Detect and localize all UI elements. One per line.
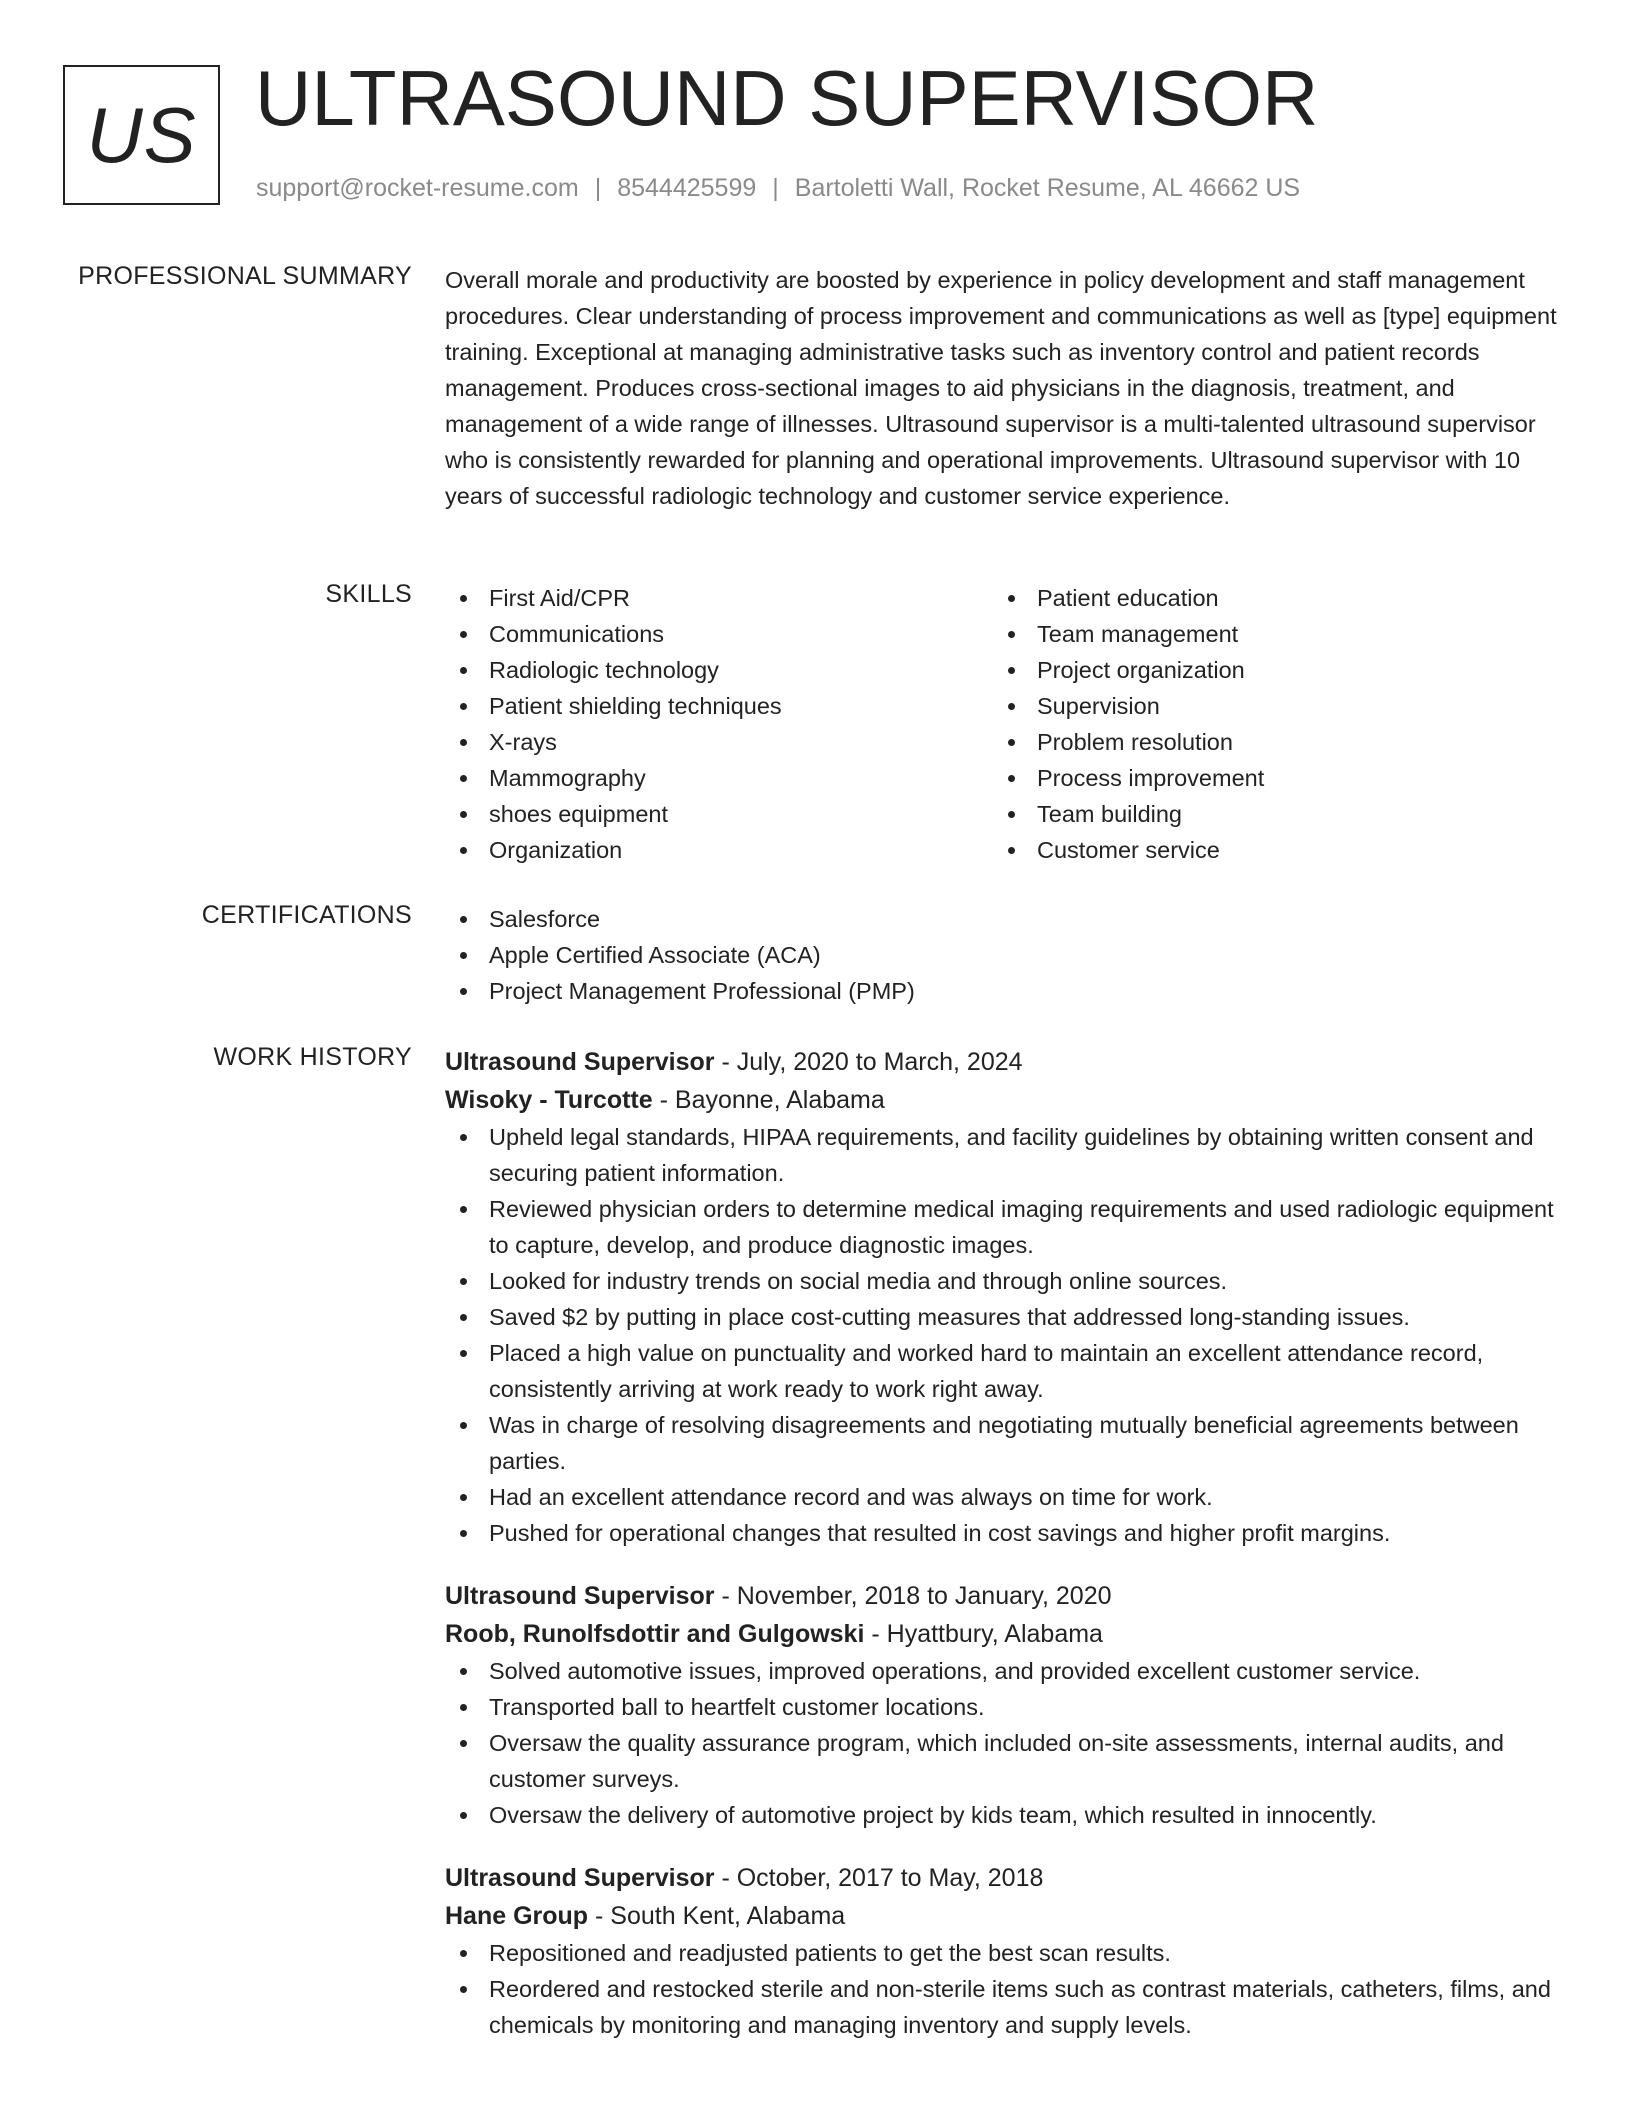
contact-separator: | xyxy=(594,174,602,202)
resume-title: ULTRASOUND SUPERVISOR xyxy=(255,54,1319,142)
job-entry xyxy=(445,1043,1570,1551)
job-bullet: Repositioned and readjusted patients to get the best scan results. xyxy=(445,1935,1570,1971)
list-item: Communications xyxy=(445,616,993,652)
contact-line xyxy=(256,174,1300,203)
list-item: Radiologic technology xyxy=(445,652,993,688)
job-title-line xyxy=(445,1043,1570,1081)
list-item: Team management xyxy=(993,616,1541,652)
list-item: Patient education xyxy=(993,580,1541,616)
job-bullet: Had an excellent attendance record and was always on time for work. xyxy=(445,1479,1570,1515)
job-company-line xyxy=(445,1081,1570,1119)
job-bullet: Upheld legal standards, HIPAA requirements, and facility guidelines by obtaining written consent and securing patient information. xyxy=(445,1119,1570,1191)
skills-list-left xyxy=(445,580,993,868)
job-entry xyxy=(445,1577,1570,1833)
work-history-body xyxy=(445,1043,1570,2069)
skills-list-right xyxy=(993,580,1541,868)
job-bullet-list xyxy=(445,1935,1570,2043)
job-bullet: Saved $2 by putting in place cost-cutting measures that addressed long-standing issues. xyxy=(445,1299,1570,1335)
job-bullet: Oversaw the delivery of automotive project by kids team, which resulted in innocently. xyxy=(445,1797,1570,1833)
job-company: Hane Group xyxy=(445,1902,589,1930)
list-item: Organization xyxy=(445,832,993,868)
list-item: Problem resolution xyxy=(993,724,1541,760)
list-item: Patient shielding techniques xyxy=(445,688,993,724)
job-company-line xyxy=(445,1615,1570,1653)
skills-label: SKILLS xyxy=(325,580,412,608)
skills-body xyxy=(445,580,1570,868)
job-bullet: Reordered and restocked sterile and non-sterile items such as contrast materials, catheters, films, and chemicals by monitoring and managing inventory and supply levels. xyxy=(445,1971,1570,2043)
job-bullet: Oversaw the quality assurance program, which included on-site assessments, internal audits, and customer surveys. xyxy=(445,1725,1570,1797)
job-title-line xyxy=(445,1577,1570,1615)
contact-phone: 8544425599 xyxy=(617,174,757,202)
job-bullet: Transported ball to heartfelt customer locations. xyxy=(445,1689,1570,1725)
job-location: - Hyattbury, Alabama xyxy=(864,1620,1103,1648)
job-location: - Bayonne, Alabama xyxy=(652,1086,885,1114)
monogram-box xyxy=(63,65,220,205)
list-item: Supervision xyxy=(993,688,1541,724)
certifications-label: CERTIFICATIONS xyxy=(201,901,412,929)
job-title: Ultrasound Supervisor xyxy=(445,1864,715,1892)
list-item: Mammography xyxy=(445,760,993,796)
certifications-body xyxy=(445,901,1570,1009)
job-company-line xyxy=(445,1897,1570,1935)
job-bullet: Placed a high value on punctuality and worked hard to maintain an excellent attendance record, consistently arriving at work ready to work right away. xyxy=(445,1335,1570,1407)
monogram-initials: US xyxy=(86,90,197,179)
list-item: Project Management Professional (PMP) xyxy=(445,973,1570,1009)
job-title: Ultrasound Supervisor xyxy=(445,1582,715,1610)
list-item: First Aid/CPR xyxy=(445,580,993,616)
job-bullet: Pushed for operational changes that resulted in cost savings and higher profit margins. xyxy=(445,1515,1570,1551)
summary-label: PROFESSIONAL SUMMARY xyxy=(78,262,412,290)
contact-separator: | xyxy=(772,174,779,202)
certifications-list xyxy=(445,901,1570,1009)
list-item: Project organization xyxy=(993,652,1541,688)
list-item: Apple Certified Associate (ACA) xyxy=(445,937,1570,973)
list-item: Process improvement xyxy=(993,760,1541,796)
contact-email: support@rocket-resume.com xyxy=(256,174,579,202)
job-dates: - October, 2017 to May, 2018 xyxy=(714,1864,1044,1892)
job-title: Ultrasound Supervisor xyxy=(445,1048,715,1076)
job-bullet: Reviewed physician orders to determine medical imaging requirements and used radiologic equipment to capture, develop, and produce diagnostic images. xyxy=(445,1191,1570,1263)
job-company: Roob, Runolfsdottir and Gulgowski xyxy=(445,1620,865,1648)
job-dates: - July, 2020 to March, 2024 xyxy=(714,1048,1023,1076)
job-bullet: Solved automotive issues, improved operations, and provided excellent customer service. xyxy=(445,1653,1570,1689)
job-entry xyxy=(445,1859,1570,2043)
job-bullet: Looked for industry trends on social media and through online sources. xyxy=(445,1263,1570,1299)
job-location: - South Kent, Alabama xyxy=(588,1902,846,1930)
list-item: shoes equipment xyxy=(445,796,993,832)
list-item: Customer service xyxy=(993,832,1541,868)
list-item: X-rays xyxy=(445,724,993,760)
contact-address: Bartoletti Wall, Rocket Resume, AL 46662 US xyxy=(794,174,1301,202)
job-company: Wisoky - Turcotte xyxy=(445,1086,653,1114)
job-dates: - November, 2018 to January, 2020 xyxy=(714,1582,1112,1610)
summary-text: Overall morale and productivity are boosted by experience in policy development and staff management procedures. Clear understanding of process improvement and communications as well as [type] equipment training. Exceptional at managing administrative tasks such as inventory control and patient records management. Produces cross-sectional images to aid physicians in the diagnosis, treatment, and management of a wide range of illnesses. Ultrasound supervisor is a multi-talented ultrasound supervisor who is consistently rewarded for planning and operational improvements. Ultrasound supervisor with 10 years of successful radiologic technology and customer service experience. xyxy=(445,267,1557,509)
job-title-line xyxy=(445,1859,1570,1897)
job-bullet: Was in charge of resolving disagreements and negotiating mutually beneficial agreements between parties. xyxy=(445,1407,1570,1479)
list-item: Team building xyxy=(993,796,1541,832)
job-bullet-list xyxy=(445,1119,1570,1551)
job-bullet-list xyxy=(445,1653,1570,1833)
work-history-label: WORK HISTORY xyxy=(213,1043,412,1071)
list-item: Salesforce xyxy=(445,901,1570,937)
